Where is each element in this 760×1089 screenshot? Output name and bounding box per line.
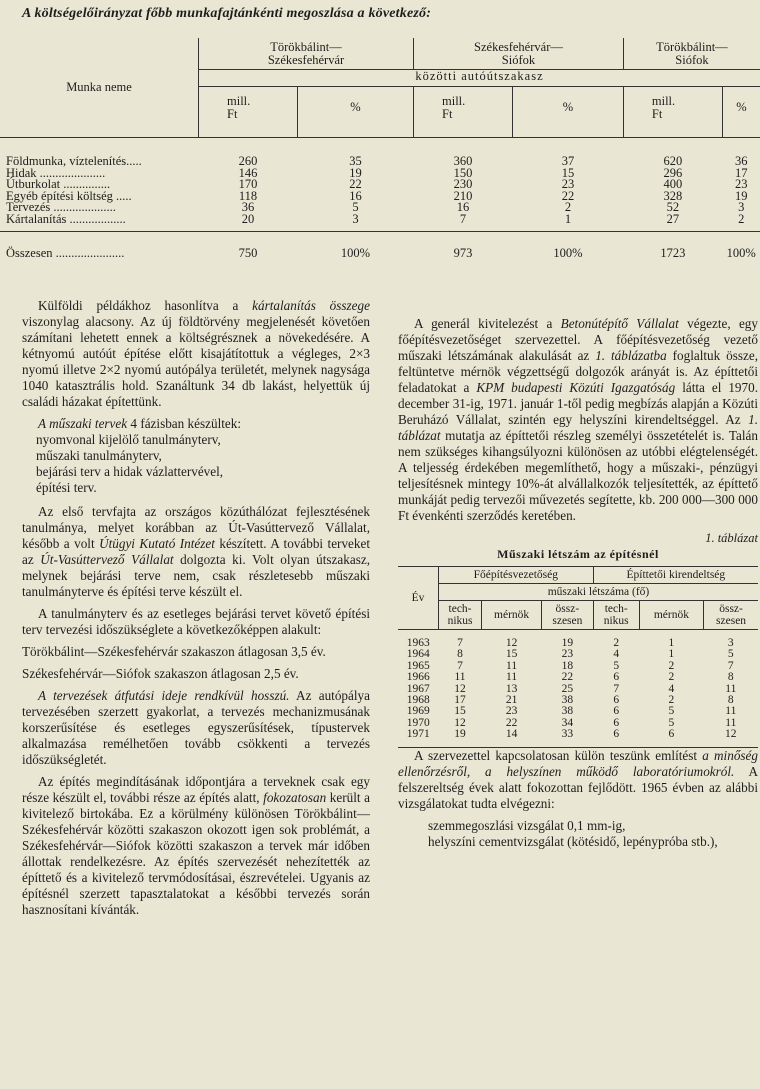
table-row: Útburkolat ............... 170 22 230 23 400 23 — [6, 177, 748, 191]
unit-mill-1: mill. Ft — [199, 87, 298, 138]
right-column — [398, 316, 758, 858]
table-row: 1971 19 14 33 6 6 12 — [406, 728, 737, 741]
section-subheader: közötti autóútszakasz — [199, 70, 760, 87]
section-header-3: Törökbálint— Siófok — [623, 38, 760, 70]
table-row: 1970 12 22 34 6 5 11 — [406, 716, 737, 729]
column-header-tech-2: tech- nikus — [593, 601, 639, 630]
list-item: szemmegoszlási vizsgálat 0,1 mm-ig, — [428, 817, 626, 833]
column-header-total-1: össz- szesen — [542, 601, 594, 630]
section-header-1: Törökbálint— Székesfehérvár — [199, 38, 414, 70]
unit-pct-2: % — [513, 87, 624, 138]
column-header-tech-1: tech- nikus — [439, 601, 482, 630]
group-header-main-site: Főépítésvezetőség — [439, 567, 594, 584]
paragraph: A tanulmányterv és az esetleges bejárási tervet követő építési terv tervezési időszükséglete a következőképpen alakult: — [22, 606, 370, 637]
table-row: 1966 11 11 22 6 2 8 — [406, 671, 734, 684]
table-row: 1963 7 12 19 2 1 3 — [406, 637, 734, 649]
column-header-year: Év — [398, 567, 439, 630]
column-header-total-2: össz- szesen — [704, 601, 758, 630]
design-phases-list: A műszaki tervek 4 fázisban készültek: nyomvonal kijelölő tanulmányterv, műszaki tanulmányterv, bejárási terv a hidak vázlattervével, építési terv. — [22, 416, 370, 496]
list-item: nyomvonal kijelölő tanulmányterv, — [36, 432, 221, 447]
column-header-engineer-1: mérnök — [482, 601, 542, 630]
paragraph: Az első tervfajta az országos közúthálózat fejlesztésének tanulmánya, melyet korábban az Út-Vasúttervező Vállalat, később a volt Útügyi Kutató Intézet készített. A további terveket az Út-Vasúttervező Vállalat dolgozta ki. Volt olyan útszakasz, melynek bejárási terve nem, csak részletesebb műszaki tanulmányterve és építési terve készült el. — [22, 504, 371, 599]
table-row: 1967 12 13 25 7 4 11 — [406, 682, 737, 695]
unit-pct-3: % — [722, 87, 760, 138]
paragraph: Az építés megindításának időpontjára a terveknek csak egy része készült el, további része az építés alatt, fokozatosan került a kivitelező birtokába. Ez a körülmény különösen Törökbálint—Székesfehérvár közötti szakaszon okozott igen sok problémát, a Székesfehérvár—Siófok közötti szakaszon a tervek már időben állottak rendelkezésre. Az építés szervezését nehezítették az építtető és a kivitelező tervmódosításai, észrevételei. Ugyanis az építésnél szerzett tapasztalatokat a későbbi tervezés során hasznosítani kívánták. — [22, 774, 370, 917]
table-row: 1969 15 23 38 6 5 11 — [406, 705, 737, 718]
paragraph: A szervezettel kapcsolatosan külön teszünk említést a minőség ellenőrzésről, a helyszínen működő laboratóriumokról. A felszereltség évek alatt fokozottan fejlődött. 1965 évben az alábbi vizsgálatokat tudta elvégezni: — [398, 747, 758, 811]
list-item: építési terv. — [36, 480, 97, 495]
table-row: Tervezés .................... 36 5 16 2 52 3 — [6, 200, 745, 214]
unit-pct-1: % — [298, 87, 414, 138]
page-title: A költségelőirányzat főbb munkafajtánkénti megoszlása a következő: — [22, 6, 432, 21]
list-item: helyszíni cementvizsgálat (kötésidő, lepénypróba stb.), — [428, 833, 718, 849]
table-row: 1964 8 15 23 4 1 5 — [406, 648, 734, 661]
column-header-work-type: Munka neme — [0, 38, 199, 138]
table-total-row: Összesen ...................... 750 100% 973 100% 1723 100% — [0, 232, 760, 265]
cost-distribution-table — [0, 38, 760, 264]
staff-table — [398, 566, 758, 748]
lab-tests-list — [398, 818, 758, 850]
paragraph: Törökbálint—Székesfehérvár szakaszon átlagosan 3,5 év. — [22, 644, 326, 659]
paragraph: A generál kivitelezést a Betonútépítő Vállalat végezte, egy főépítésvezetőséget szervezettel. A főépítésvezetőség vezető műszaki létszámának alakulását az 1. táblázatba foglaltuk össze, feltüntetve mérnök végzettségű dolgozók arányát is. Az építtetői feladatokat a KPM budapesti Közúti Igazgatóság látta el 1970. december 31-ig, 1971. január 1-től pedig megbízás alapján a Közúti Beruházó Vállalat, szintén egy helyszíni kirendeltséggel. Az 1. táblázat mutatja az építtetői részleg személyi összetételét is. Talán nem szükséges kihangsúlyozni különösen az utóbbi elégtelenségét. A teljesség érdekében megemlíthető, hogy a műszaki-, pénzügyi teljesítésnek mintegy 10%-át alvállalkozók teljesítették, az építtető munkáját pedig tervezői művezetés segítette, kb. 200 000—300 000 Ft évenkénti szerződés keretében. — [398, 316, 758, 523]
table-row: Egyéb építési költség ..... 118 16 210 22 328 19 — [6, 188, 748, 203]
table-row: Földmunka, víztelenítés..... 260 35 360 37 620 36 — [6, 154, 748, 168]
table-row: 1965 7 11 18 5 2 7 — [406, 659, 734, 672]
unit-mill-3: mill. Ft — [623, 87, 722, 138]
table-row: Kártalanítás .................. 20 3 7 1 27 2 — [6, 211, 745, 226]
table-row: Hidak ..................... 146 19 150 15 296 17 — [6, 165, 748, 180]
list-item: bejárási terv a hidak vázlattervével, — [36, 464, 224, 479]
group-subheader: műszaki létszáma (fő) — [439, 584, 759, 601]
paragraph: Külföldi példákhoz hasonlítva a kártalanítás összege viszonylag alacsony. Az új földtörvény megjelenését követően számítani lehetett ennek a költségrésznek a növekedésére. A kétnyomú autóút építése előtt kisajátítottuk a végleges, 2×3 nyomú illetve 2×2 nyomú autópálya területét, melynek nagysága 1040 katasztrális hold. Szanáltunk 34 db lakást, helyettük új családi házakat építettünk. — [22, 298, 370, 409]
table-number: 1. táblázat — [705, 531, 758, 545]
column-header-engineer-2: mérnök — [639, 601, 703, 630]
paragraph: A tervezések átfutási ideje rendkívül hosszú. Az autópálya tervezésében szerzett gyakorlat, a tervezés mechanizmusának korszerűsítése és esetleges egyszerűsítések, típustervek alkalmazása remélhetően tovább csökkenti a tervezés időszükségletét. — [22, 688, 370, 767]
group-header-client-office: Építtetői kirendeltség — [593, 567, 758, 584]
left-column — [22, 298, 370, 924]
list-item: műszaki tanulmányterv, — [36, 448, 162, 463]
unit-mill-2: mill. Ft — [414, 87, 513, 138]
table-row: 1968 17 21 38 6 2 8 — [406, 694, 734, 707]
paragraph: Székesfehérvár—Siófok szakaszon átlagosan 2,5 év. — [22, 666, 299, 681]
table-title: Műszaki létszám az építésnél — [497, 547, 659, 561]
section-header-2: Székesfehérvár— Siófok — [414, 38, 624, 70]
